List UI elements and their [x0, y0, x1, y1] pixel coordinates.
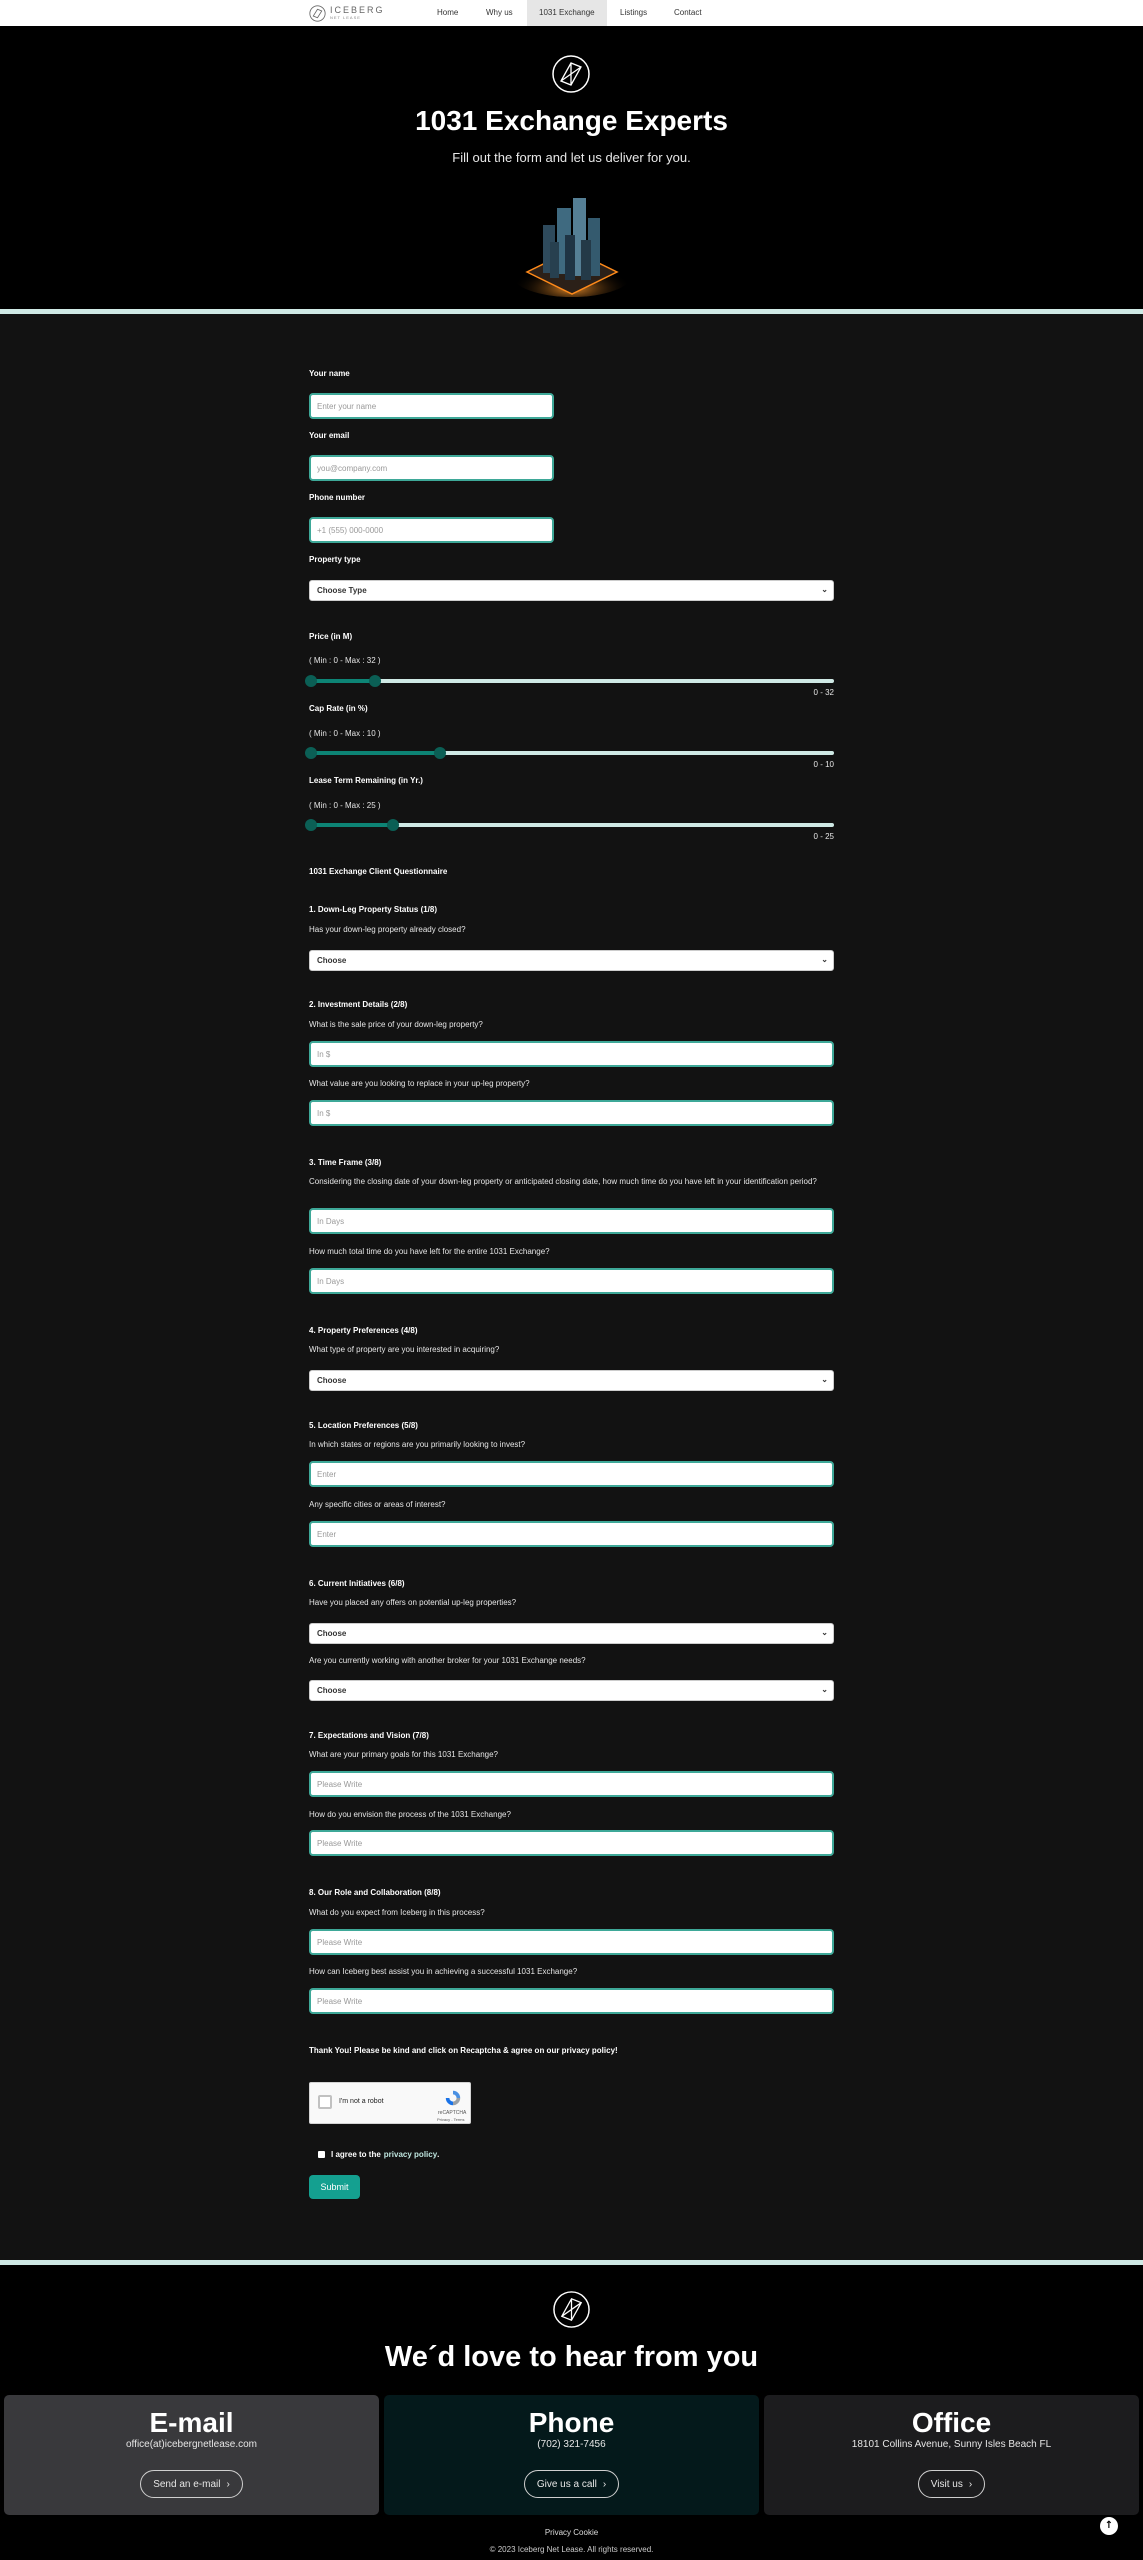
another-broker-select[interactable] [309, 1680, 834, 1701]
question-text: What value are you looking to replace in your up-leg property? [309, 1079, 530, 1088]
questionnaire-title: 1031 Exchange Client Questionnaire [309, 867, 448, 876]
down-leg-closed-select[interactable] [309, 950, 834, 971]
nav-contact[interactable]: Contact [674, 8, 702, 17]
slider-min-thumb[interactable] [305, 675, 317, 687]
chevron-down-icon: ⌄ [821, 955, 828, 964]
cap-rate-range-label: 0 - 10 [813, 760, 834, 769]
nav-listings[interactable]: Listings [620, 8, 648, 17]
name-input[interactable]: Enter your name [309, 393, 554, 419]
expectations-input[interactable]: Please Write [309, 1929, 834, 1955]
slider-min-thumb[interactable] [305, 819, 317, 831]
chevron-right-icon: › [968, 2478, 973, 2490]
question-text: Any specific cities or areas of interest? [309, 1500, 446, 1509]
recaptcha-label: I'm not a robot [339, 2098, 384, 2105]
agree-suffix: . [437, 2150, 440, 2159]
section-title: 6. Current Initiatives (6/8) [309, 1579, 405, 1588]
chevron-down-icon: ⌄ [821, 585, 828, 594]
chevron-down-icon: ⌄ [821, 1375, 828, 1384]
card-title: Office [911, 2407, 992, 2438]
section-title: 8. Our Role and Collaboration (8/8) [309, 1888, 441, 1897]
site-logo[interactable] [309, 4, 385, 23]
envision-process-input[interactable]: Please Write [309, 1830, 834, 1856]
property-type-select[interactable] [309, 580, 834, 601]
scroll-to-top-icon[interactable]: ↑ [1100, 2517, 1118, 2535]
card-value: 18101 Collins Avenue, Sunny Isles Beach FL [851, 2439, 1052, 2450]
iceberg-logo-icon [309, 5, 326, 22]
nav-home[interactable]: Home [437, 8, 459, 17]
cities-areas-input[interactable]: Enter [309, 1521, 834, 1547]
question-text: What are your primary goals for this 1031 Exchange? [309, 1750, 498, 1759]
phone-card [384, 2395, 759, 2515]
thanks-note: Thank You! Please be kind and click on Recaptcha & agree on our privacy policy! [309, 2046, 618, 2055]
button-label: Give us a call [536, 2478, 597, 2490]
total-time-input[interactable]: In Days [309, 1268, 834, 1294]
card-title: Phone [528, 2407, 615, 2438]
primary-goals-input[interactable]: Please Write [309, 1771, 834, 1797]
slider-fill [309, 679, 375, 683]
privacy-checkbox[interactable] [318, 2151, 325, 2158]
recaptcha-icon [444, 2089, 462, 2107]
card-value: (702) 321-7456 [537, 2439, 606, 2450]
button-label: Visit us [930, 2478, 963, 2490]
call-button[interactable] [524, 2470, 619, 2498]
lease-term-range-label: 0 - 25 [813, 832, 834, 841]
price-range-label: 0 - 32 [813, 688, 834, 697]
slider-fill [309, 823, 393, 827]
visit-us-button[interactable] [918, 2470, 985, 2498]
lease-term-minmax: ( Min : 0 - Max : 25 ) [309, 801, 381, 810]
email-label: Your email [309, 431, 350, 440]
question-text: In which states or regions are you primarily looking to invest? [309, 1440, 526, 1449]
assist-input[interactable]: Please Write [309, 1988, 834, 2014]
slider-track [309, 679, 834, 683]
recaptcha-widget [309, 2082, 471, 2124]
hero-divider [0, 309, 1143, 314]
slider-min-thumb[interactable] [305, 747, 317, 759]
states-regions-input[interactable]: Enter [309, 1461, 834, 1487]
nav-why-us[interactable]: Why us [486, 8, 513, 17]
footer-title: We´d love to hear from you [384, 2341, 759, 2373]
question-text: How much total time do you have left for the entire 1031 Exchange? [309, 1247, 550, 1256]
identification-period-input[interactable]: In Days [309, 1208, 834, 1234]
property-type-value: Choose Type [317, 586, 367, 595]
replace-value-input[interactable]: In $ [309, 1100, 834, 1126]
email-input[interactable]: you@company.com [309, 455, 554, 481]
question-text: How can Iceberg best assist you in achieving a successful 1031 Exchange? [309, 1967, 578, 1976]
select-value: Choose [317, 1629, 347, 1638]
slider-max-thumb[interactable] [369, 675, 381, 687]
hero-section [0, 26, 1143, 309]
iceberg-emblem-icon [551, 54, 591, 94]
question-text: What is the sale price of your down-leg property? [309, 1020, 483, 1029]
privacy-policy-link[interactable]: privacy policy [383, 2150, 438, 2159]
footer-section [0, 2265, 1143, 2560]
cap-rate-minmax: ( Min : 0 - Max : 10 ) [309, 729, 381, 738]
chevron-down-icon: ⌄ [821, 1685, 828, 1694]
lease-term-label: Lease Term Remaining (in Yr.) [309, 776, 423, 785]
email-card [4, 2395, 379, 2515]
recaptcha-checkbox[interactable] [318, 2095, 332, 2109]
property-interest-select[interactable] [309, 1370, 834, 1391]
iceberg-emblem-icon [552, 2290, 591, 2329]
section-title: 2. Investment Details (2/8) [309, 1000, 408, 1009]
sale-price-input[interactable]: In $ [309, 1041, 834, 1067]
slider-max-thumb[interactable] [387, 819, 399, 831]
price-slider[interactable] [309, 675, 834, 687]
slider-fill [309, 751, 440, 755]
select-value: Choose [317, 1686, 347, 1695]
question-text: What do you expect from Iceberg in this process? [309, 1908, 485, 1917]
recaptcha-brand: reCAPTCHA [438, 2110, 467, 2116]
copyright: © 2023 Iceberg Net Lease. All rights reserved. [489, 2545, 654, 2554]
cap-rate-label: Cap Rate (in %) [309, 704, 368, 713]
chevron-right-icon: › [602, 2478, 607, 2490]
section-title: 3. Time Frame (3/8) [309, 1158, 382, 1167]
slider-max-thumb[interactable] [434, 747, 446, 759]
logo-subtext: NET LEASE [330, 14, 361, 20]
section-title: 7. Expectations and Vision (7/8) [309, 1731, 429, 1740]
phone-input[interactable]: +1 (555) 000-0000 [309, 517, 554, 543]
section-title: 5. Location Preferences (5/8) [309, 1421, 418, 1430]
button-label: Send an e-mail [153, 2478, 221, 2490]
card-value: office(at)icebergnetlease.com [126, 2439, 257, 2450]
chevron-right-icon: › [226, 2478, 230, 2490]
footer-links[interactable]: Privacy Cookie [544, 2528, 599, 2537]
select-value: Choose [317, 1376, 347, 1385]
submit-button[interactable]: Submit [309, 2175, 360, 2199]
question-text: Have you placed any offers on potential up-leg properties? [309, 1598, 517, 1607]
phone-label: Phone number [309, 493, 366, 502]
question-text: Considering the closing date of your down-leg property or anticipated closing date, how much time do you have left in your identification period? [309, 1177, 817, 1186]
recaptcha-links[interactable]: Privacy - Terms [437, 2117, 465, 2122]
question-text: How do you envision the process of the 1031 Exchange? [309, 1810, 511, 1819]
hero-title: 1031 Exchange Experts [415, 105, 728, 136]
section-title: 1. Down-Leg Property Status (1/8) [309, 905, 438, 914]
city-buildings-image [505, 180, 639, 302]
cap-rate-slider[interactable] [309, 747, 834, 759]
question-text: What type of property are you interested in acquiring? [309, 1345, 500, 1354]
property-type-label: Property type [309, 555, 361, 564]
logo-text: ICEBERG [330, 4, 385, 15]
privacy-agree [318, 2150, 439, 2159]
price-label: Price (in M) [309, 632, 353, 641]
chevron-down-icon: ⌄ [821, 1628, 828, 1637]
offers-placed-select[interactable] [309, 1623, 834, 1644]
send-email-button[interactable] [140, 2470, 243, 2498]
nav-1031-exchange[interactable]: 1031 Exchange [527, 0, 607, 26]
agree-prefix: I agree to the [331, 2150, 381, 2159]
question-text: Has your down-leg property already closed? [309, 925, 466, 934]
top-nav [0, 0, 1143, 26]
select-value: Choose [317, 956, 347, 965]
card-title: E-mail [149, 2407, 234, 2438]
name-label: Your name [309, 369, 350, 378]
section-title: 4. Property Preferences (4/8) [309, 1326, 418, 1335]
office-card [764, 2395, 1139, 2515]
hero-subtitle: Fill out the form and let us deliver for you. [452, 150, 691, 165]
price-minmax: ( Min : 0 - Max : 32 ) [309, 656, 381, 665]
question-text: Are you currently working with another broker for your 1031 Exchange needs? [309, 1656, 586, 1665]
lease-term-slider[interactable] [309, 819, 834, 831]
